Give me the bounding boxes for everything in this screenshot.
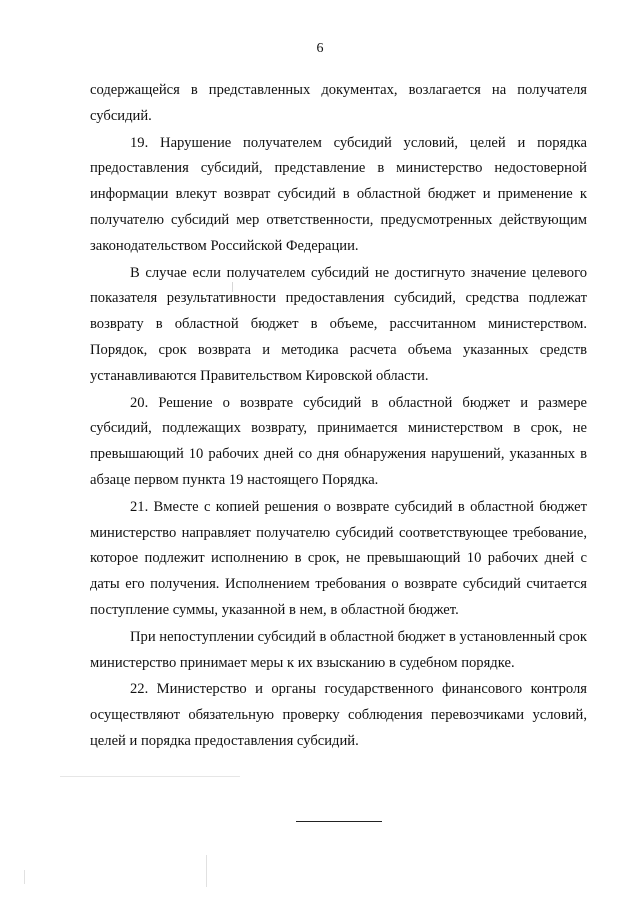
paragraph-recovery: При непоступлении субсидий в областной бюджет в установленный срок министерство принимает меры к их взысканию в судебном порядке.: [90, 628, 587, 671]
paragraph-clause-19: 19. Нарушение получателем субсидий условий, целей и порядка предоставления субсидий, представление в министерство недостоверной информации влекут возврат субсидий в областной бюджет и применение к получателю субсидий мер ответственности, предусмотренных действующим законодательством Российской Федерации.: [90, 134, 587, 254]
paragraph-clause-20: 20. Решение о возврате субсидий в областной бюджет и размере субсидий, подлежащих возврату, принимается министерством в срок, не превышающий 10 рабочих дней со дня обнаружения нарушений, указанных в абзаце первом пункта 19 настоящего Порядка.: [90, 394, 587, 488]
document-body: [90, 78, 587, 755]
paragraph-continuation: содержащейся в представленных документах, возлагается на получателя субсидий.: [90, 82, 587, 124]
paragraph-target-indicator: В случае если получателем субсидий не достигнуто значение целевого показателя результативности предоставления субсидий, средства подлежат возврату в областной бюджет в объеме, рассчитанном министерством. Порядок, срок возврата и методика расчета объема указанных средств устанавливаются Правительством Кировской области.: [90, 264, 587, 384]
scan-artifact: [60, 776, 240, 777]
paragraph-clause-21: 21. Вместе с копией решения о возврате субсидий в областной бюджет министерство направляет получателю субсидий соответствующее требование, которое подлежит исполнению в срок, не превышающий 10 рабочих дней с даты его получения. Исполнением требования о возврате субсидий считается поступление суммы, указанной в нем, в областной бюджет.: [90, 498, 587, 618]
paragraph-clause-22: 22. Министерство и органы государственного финансового контроля осуществляют обязательную проверку соблюдения перевозчиками условий, целей и порядка предоставления субсидий.: [90, 681, 587, 749]
end-of-text-rule: [296, 821, 382, 822]
page-number: 6: [316, 41, 324, 56]
scan-artifact: [24, 870, 25, 884]
scan-artifact: [232, 282, 233, 292]
scan-artifact: [206, 855, 207, 887]
